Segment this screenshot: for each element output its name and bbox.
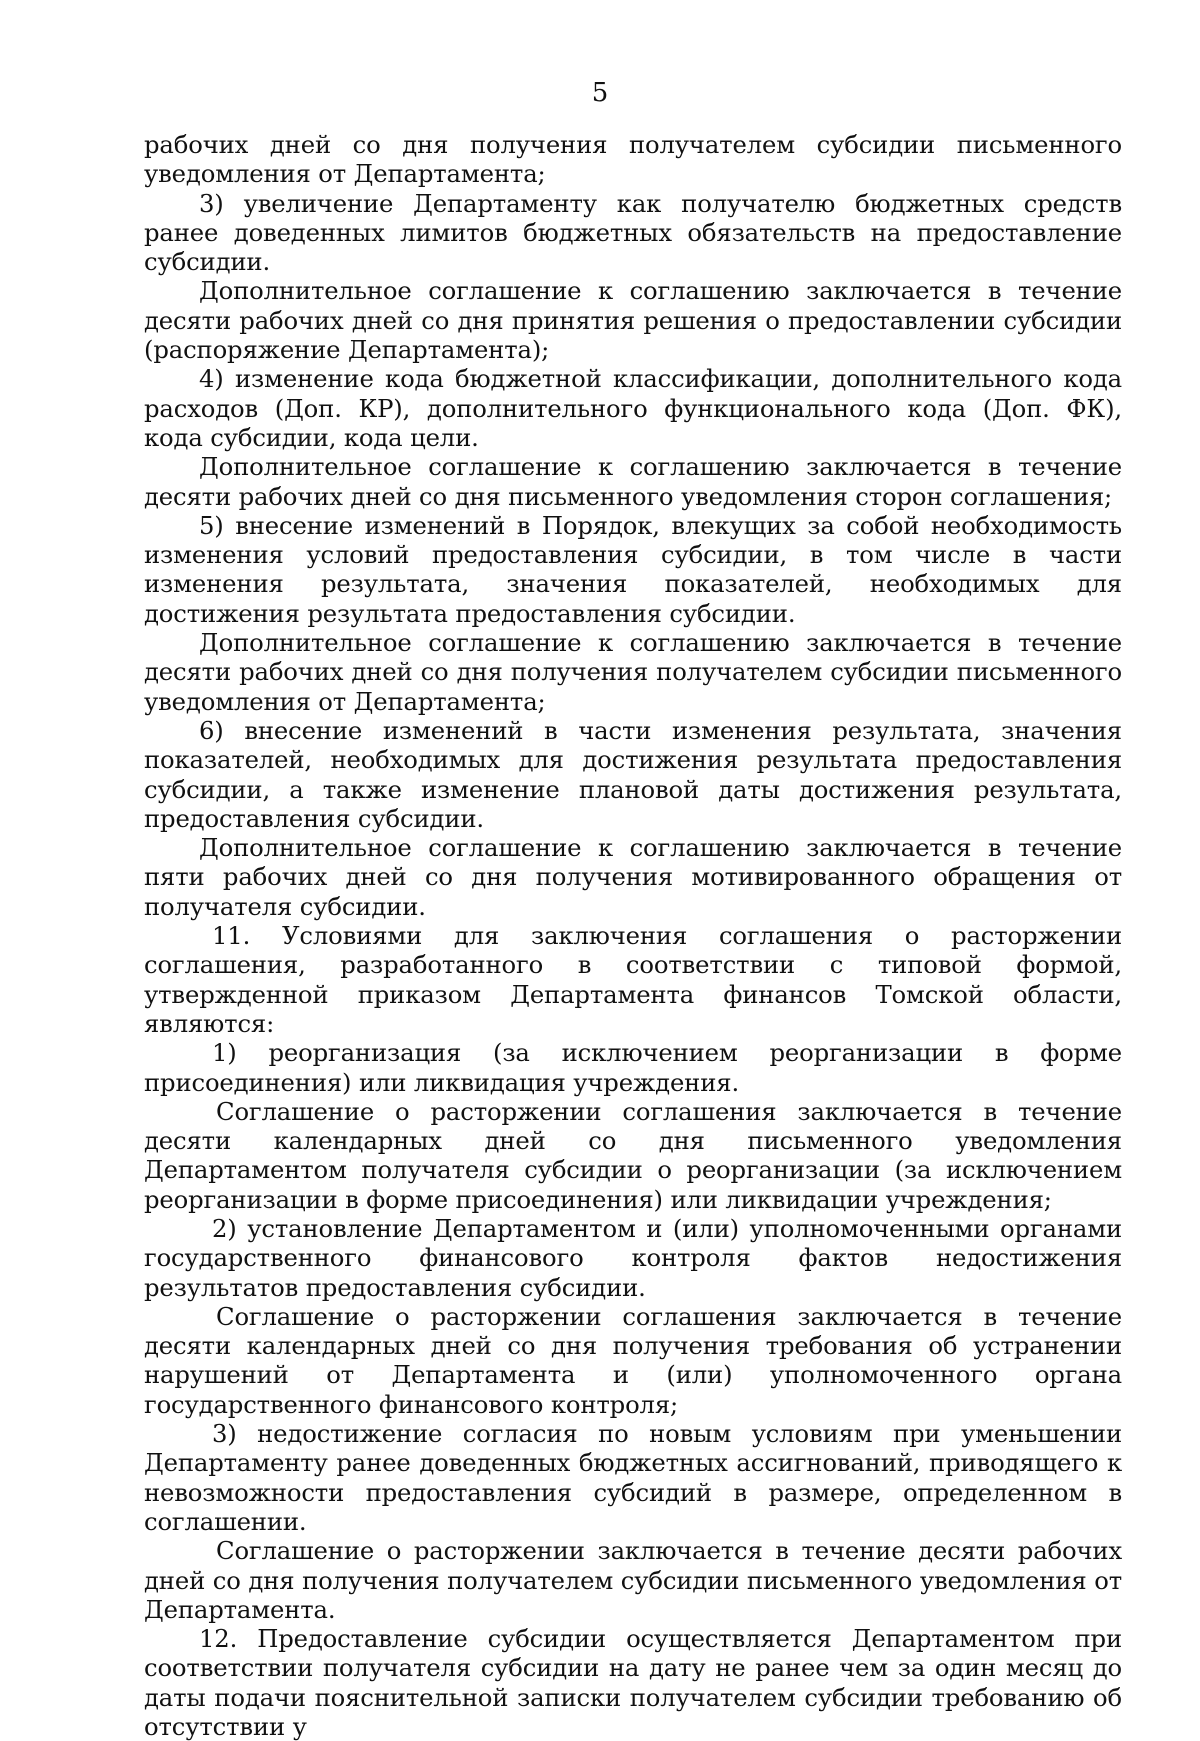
paragraph: 6) внесение изменений в части изменения результата, значения показателей, необходимых для достижения результата предоставления субсидии, а также изменение плановой даты достижения результата, предоставления субсидии.	[144, 715, 1122, 833]
paragraph: 11. Условиями для заключения соглашения о расторжении соглашения, разработанного в соответствии с типовой формой, утвержденной приказом Департамента финансов Томской области, являются:	[144, 921, 1122, 1038]
paragraph: 5) внесение изменений в Порядок, влекущих за собой необходимость изменения условий предоставления субсидии, в том числе в части изменения результата, значения показателей, необходимых для достижения результата предоставления субсидии.	[144, 510, 1122, 628]
paragraph: Дополнительное соглашение к соглашению заключается в течение пяти рабочих дней со дня получения мотивированного обращения от получателя субсидии.	[144, 833, 1122, 921]
paragraph: 1) реорганизация (за исключением реорганизации в форме присоединения) или ликвидация учреждения.	[144, 1038, 1122, 1097]
paragraph: Соглашение о расторжении соглашения заключается в течение десяти календарных дней со дня письменного уведомления Департаментом получателя субсидии о реорганизации (за исключением реорганизации в форме присоединения) или ликвидации учреждения;	[144, 1096, 1122, 1214]
paragraph: Соглашение о расторжении заключается в течение десяти рабочих дней со дня получения получателем субсидии письменного уведомления от Департамента.	[144, 1536, 1122, 1624]
paragraph: 12. Предоставление субсидии осуществляется Департаментом при соответствии получателя субсидии на дату не ранее чем за один месяц до даты подачи пояснительной записки получателем субсидии требованию об отсутствии у	[144, 1624, 1122, 1741]
paragraph: 2) установление Департаментом и (или) уполномоченными органами государственного финансового контроля фактов недостижения результатов предоставления субсидии.	[144, 1213, 1122, 1302]
paragraph: 4) изменение кода бюджетной классификации, дополнительного кода расходов (Доп. КР), дополнительного функционального кода (Доп. ФК), кода субсидии, кода цели.	[144, 364, 1122, 452]
document-body	[144, 130, 1122, 1741]
paragraph: Дополнительное соглашение к соглашению заключается в течение десяти рабочих дней со дня принятия решения о предоставлении субсидии (распоряжение Департамента);	[144, 276, 1122, 365]
page-number: 5	[591, 78, 609, 108]
paragraph: Соглашение о расторжении соглашения заключается в течение десяти календарных дней со дня получения требования об устранении нарушений от Департамента и (или) уполномоченного органа государственного финансового контроля;	[144, 1301, 1122, 1419]
paragraph: 3) увеличение Департаменту как получателю бюджетных средств ранее доведенных лимитов бюджетных обязательств на предоставление субсидии.	[144, 188, 1122, 277]
paragraph: рабочих дней со дня получения получателем субсидии письменного уведомления от Департамента;	[144, 130, 1122, 189]
paragraph: Дополнительное соглашение к соглашению заключается в течение десяти рабочих дней со дня письменного уведомления сторон соглашения;	[144, 452, 1122, 511]
paragraph: Дополнительное соглашение к соглашению заключается в течение десяти рабочих дней со дня получения получателем субсидии письменного уведомления от Департамента;	[144, 628, 1122, 716]
paragraph: 3) недостижение согласия по новым условиям при уменьшении Департаменту ранее доведенных бюджетных ассигнований, приводящего к невозможности предоставления субсидий в размере, определенном в соглашении.	[144, 1419, 1122, 1536]
